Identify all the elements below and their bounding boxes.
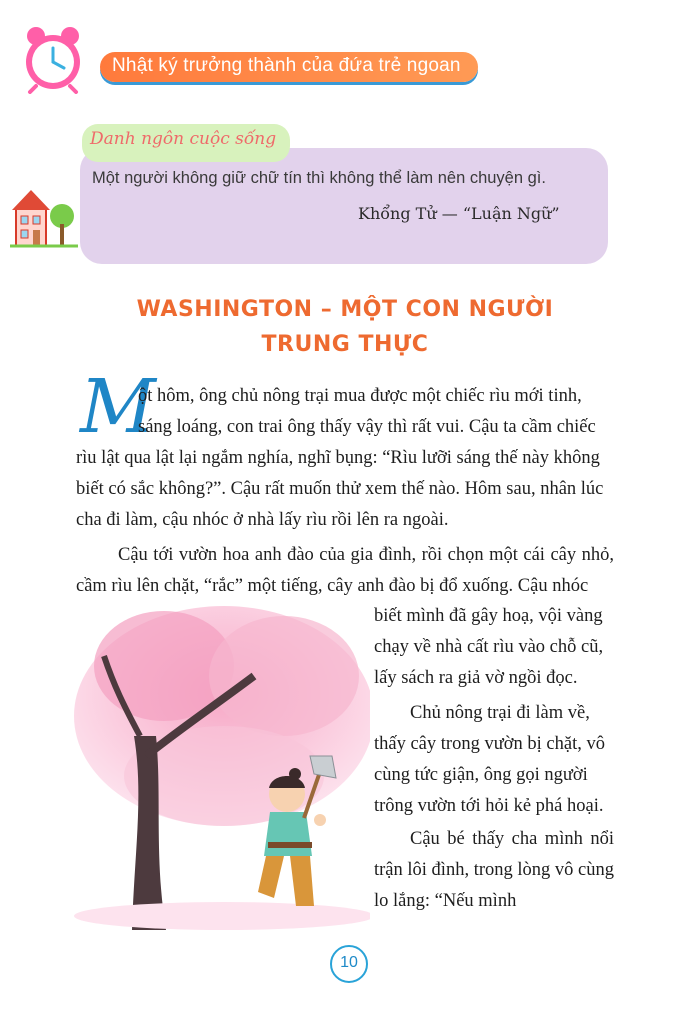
alarm-clock-icon xyxy=(18,24,88,94)
quote-tab-label: Danh ngôn cuộc sống xyxy=(90,129,277,149)
paragraph-3: biết mình đã gây hoạ, vội vàng chạy về nhà cất rìu vào chỗ cũ, lấy sách ra giả vờ ngồi đọc. xyxy=(374,606,604,688)
para1-line4: biết có sắc không?”. Cậu rất muốn thử xem thế nào. Hôm sau, nhân lúc xyxy=(76,479,604,499)
paragraph-4: Chủ nông trại đi làm về, thấy cây trong vườn bị chặt, vô cùng tức giận, ông gọi người trông vườn tới hỏi kẻ phá hoại. xyxy=(374,703,605,816)
para1-line5: cha đi làm, cậu nhóc ở nhà lấy rìu rồi lên ra ngoài. xyxy=(76,510,449,530)
article-title-line1: WASHINGTON – MỘT CON NGƯỜI xyxy=(136,297,554,322)
quote-author: Khổng Tử — “Luận Ngữ” xyxy=(358,204,560,223)
paragraph-2: Cậu tới vườn hoa anh đào của gia đình, rồi chọn một cái cây nhỏ, cầm rìu lên chặt, “rắc” một tiếng, cây anh đào bị đổ xuống. Cậu nhóc xyxy=(76,545,614,596)
cherry-tree-illustration xyxy=(74,606,370,930)
paragraph-5: Cậu bé thấy cha mình nổi trận lôi đình, trong lòng vô cùng lo lắng: “Nếu mình xyxy=(374,829,614,911)
para1-line2: sáng loáng, con trai ông thấy vậy thì rất vui. Cậu ta cầm chiếc xyxy=(138,417,596,437)
para1-line1: ột hôm, ông chủ nông trại mua được một chiếc rìu mới tinh, xyxy=(138,386,582,406)
para1-line3: rìu lật qua lật lại ngắm nghía, nghĩ bụng: “Rìu lưỡi sáng thế này không xyxy=(76,448,600,468)
quote-text: Một người không giữ chữ tín thì không thể làm nên chuyện gì. xyxy=(92,169,546,187)
series-title: Nhật ký trưởng thành của đứa trẻ ngoan xyxy=(112,55,461,76)
page-number: 10 xyxy=(340,954,358,971)
house-tree-icon xyxy=(10,182,78,250)
drop-cap: M xyxy=(80,364,156,450)
article-title-line2: TRUNG THỰC xyxy=(261,332,429,357)
